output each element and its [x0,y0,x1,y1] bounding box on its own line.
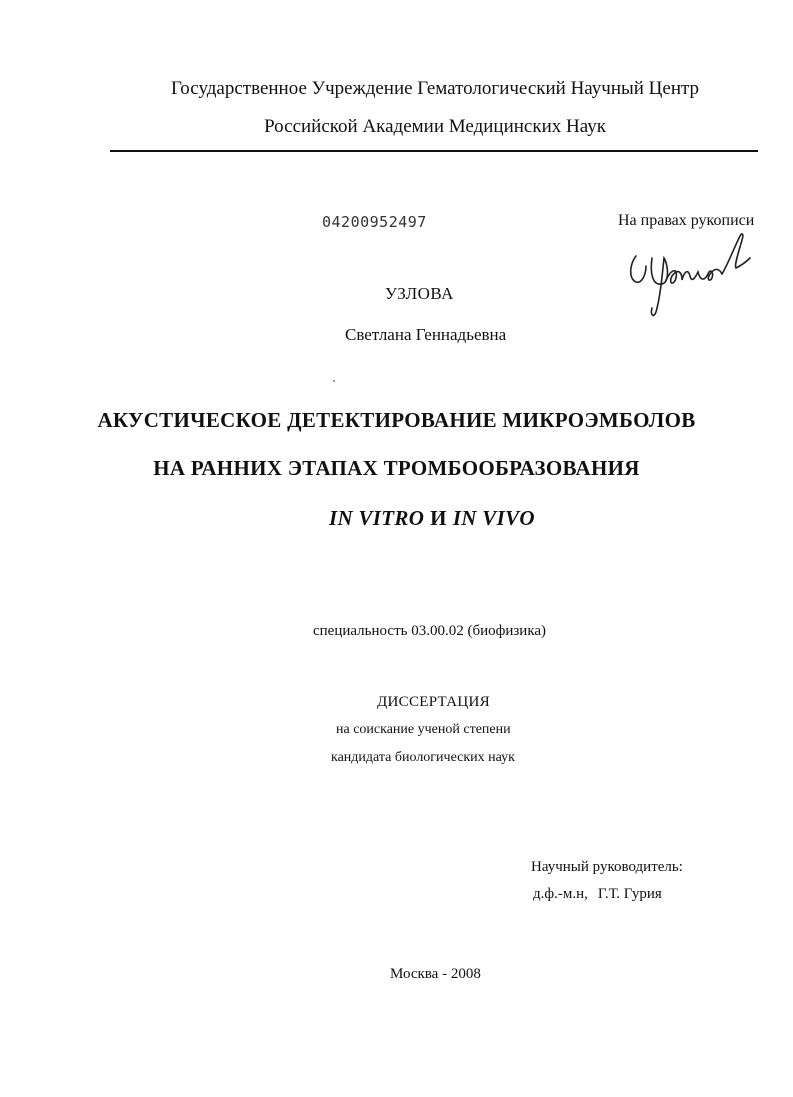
archive-number: 04200952497 [322,213,427,231]
supervisor-name: Г.Т. Гурия [597,886,662,902]
document-type: ДИССЕРТАЦИЯ [377,694,490,710]
degree-line-2: кандидата биологических наук [331,750,515,765]
scan-speck [333,380,335,382]
signature-icon [622,228,754,320]
supervisor-degree: д.ф.-м.н, [533,886,588,902]
header-divider [110,150,758,152]
title-line-3 [329,506,535,531]
supervisor-label: Научный руководитель: [531,859,683,875]
degree-line-1: на соискание ученой степени [336,722,511,737]
title-conjunction: И [430,506,447,530]
organization-line-2: Российской Академии Медицинских Наук [264,116,606,137]
author-surname: УЗЛОВА [385,284,454,303]
rights-note: На правах рукописи [618,212,755,229]
title-in-vitro: IN VITRO [329,506,425,530]
title-line-2: НА РАННИХ ЭТАПАХ ТРОМБООБРАЗОВАНИЯ [153,456,640,480]
supervisor [533,886,662,903]
title-line-1: АКУСТИЧЕСКОЕ ДЕТЕКТИРОВАНИЕ МИКРОЭМБОЛОВ [97,408,696,432]
city-year: Москва - 2008 [390,966,481,982]
title-in-vivo: IN VIVO [452,506,535,530]
organization-line-1: Государственное Учреждение Гематологический Научный Центр [170,78,700,99]
author-name: Светлана Геннадьевна [345,325,507,344]
specialty: специальность 03.00.02 (биофизика) [313,623,547,639]
